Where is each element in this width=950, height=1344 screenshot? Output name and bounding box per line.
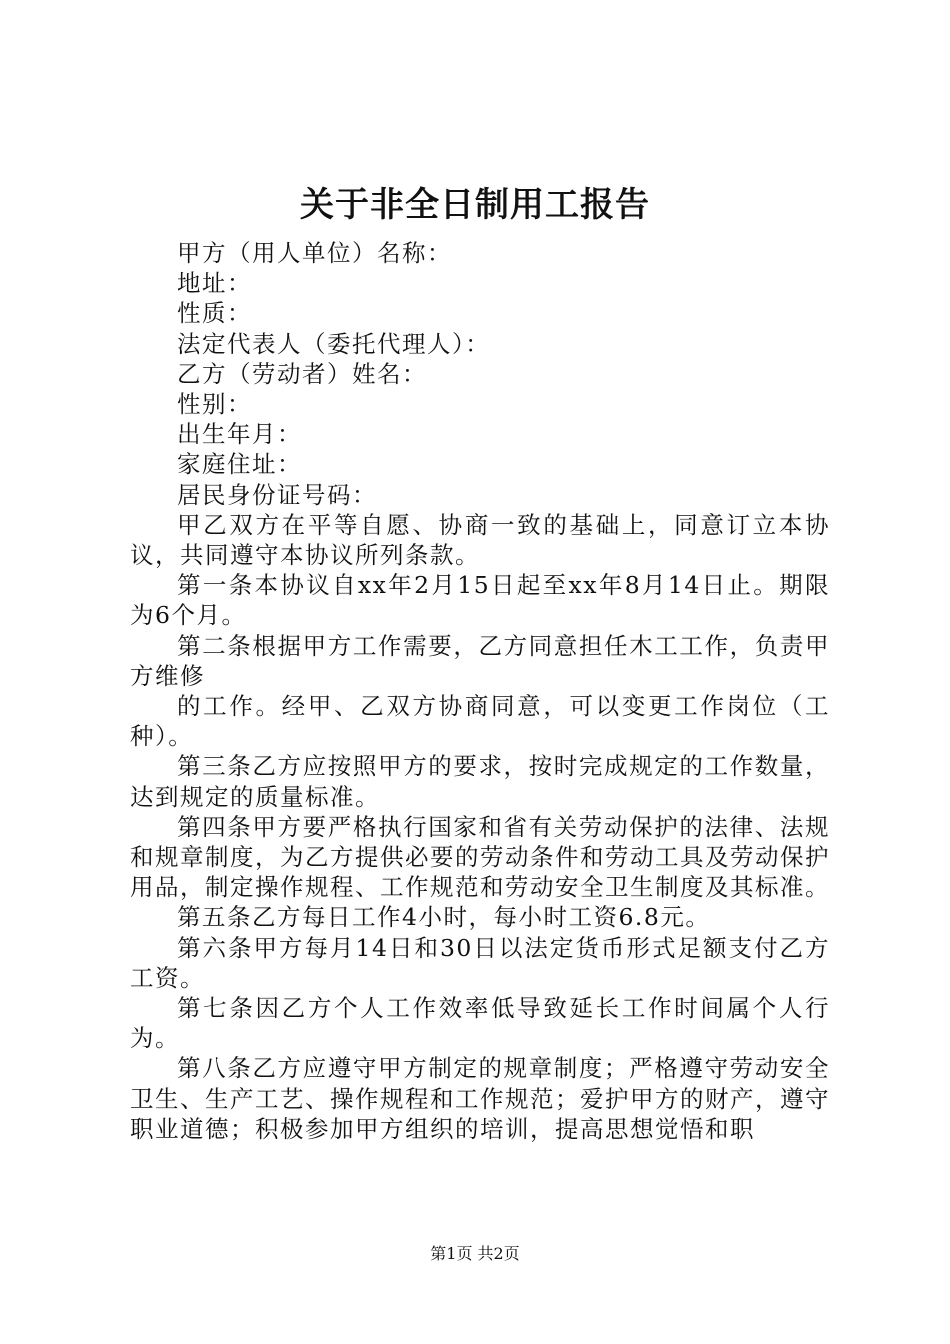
field-legal-representative: 法定代表人（委托代理人）：	[177, 329, 491, 358]
article-1: 第一条本协议自xx年2月15日起至xx年8月14日止。期限为6个月。	[130, 571, 830, 630]
document-title: 关于非全日制用工报告	[300, 185, 650, 225]
field-home-address: 家庭住址：	[177, 450, 302, 479]
page-number: 第1页 共2页	[430, 1244, 520, 1263]
field-address: 地址：	[177, 269, 252, 298]
document-body	[130, 238, 830, 1144]
field-gender: 性别：	[177, 390, 252, 419]
article-2: 第二条根据甲方工作需要，乙方同意担任木工工作，负责甲方维修	[130, 631, 830, 690]
article-7: 第七条因乙方个人工作效率低导致延长工作时间属个人行为。	[130, 994, 830, 1053]
paragraph-preamble: 甲乙双方在平等自愿、协商一致的基础上，同意订立本协议，共同遵守本协议所列条款。	[130, 510, 830, 570]
article-8: 第八条乙方应遵守甲方制定的规章制度；严格遵守劳动安全卫生、生产工艺、操作规程和工作规范；爱护甲方的财产，遵守职业道德；积极参加甲方组织的培训，提高思想觉悟和职	[130, 1054, 830, 1143]
field-employer-name: 甲方（用人单位）名称：	[177, 239, 452, 267]
article-5: 第五条乙方每日工作4小时，每小时工资6.8元。	[177, 903, 711, 932]
article-4: 第四条甲方要严格执行国家和省有关劳动保护的法律、法规和规章制度，为乙方提供必要的劳动条件和劳动工具及劳动保护用品，制定操作规程、工作规范和劳动安全卫生制度及其标准。	[130, 812, 830, 902]
article-6: 第六条甲方每月14日和30日以法定货币形式足额支付乙方工资。	[130, 933, 830, 992]
field-employee-name: 乙方（劳动者）姓名：	[177, 359, 427, 388]
article-2-continued: 的工作。经甲、乙双方协商同意，可以变更工作岗位（工种）。	[130, 692, 830, 751]
field-nature: 性质：	[177, 299, 252, 328]
field-id-number: 居民身份证号码：	[177, 480, 377, 509]
article-3: 第三条乙方应按照甲方的要求，按时完成规定的工作数量，达到规定的质量标准。	[130, 752, 830, 811]
field-birth-date: 出生年月：	[177, 420, 302, 449]
